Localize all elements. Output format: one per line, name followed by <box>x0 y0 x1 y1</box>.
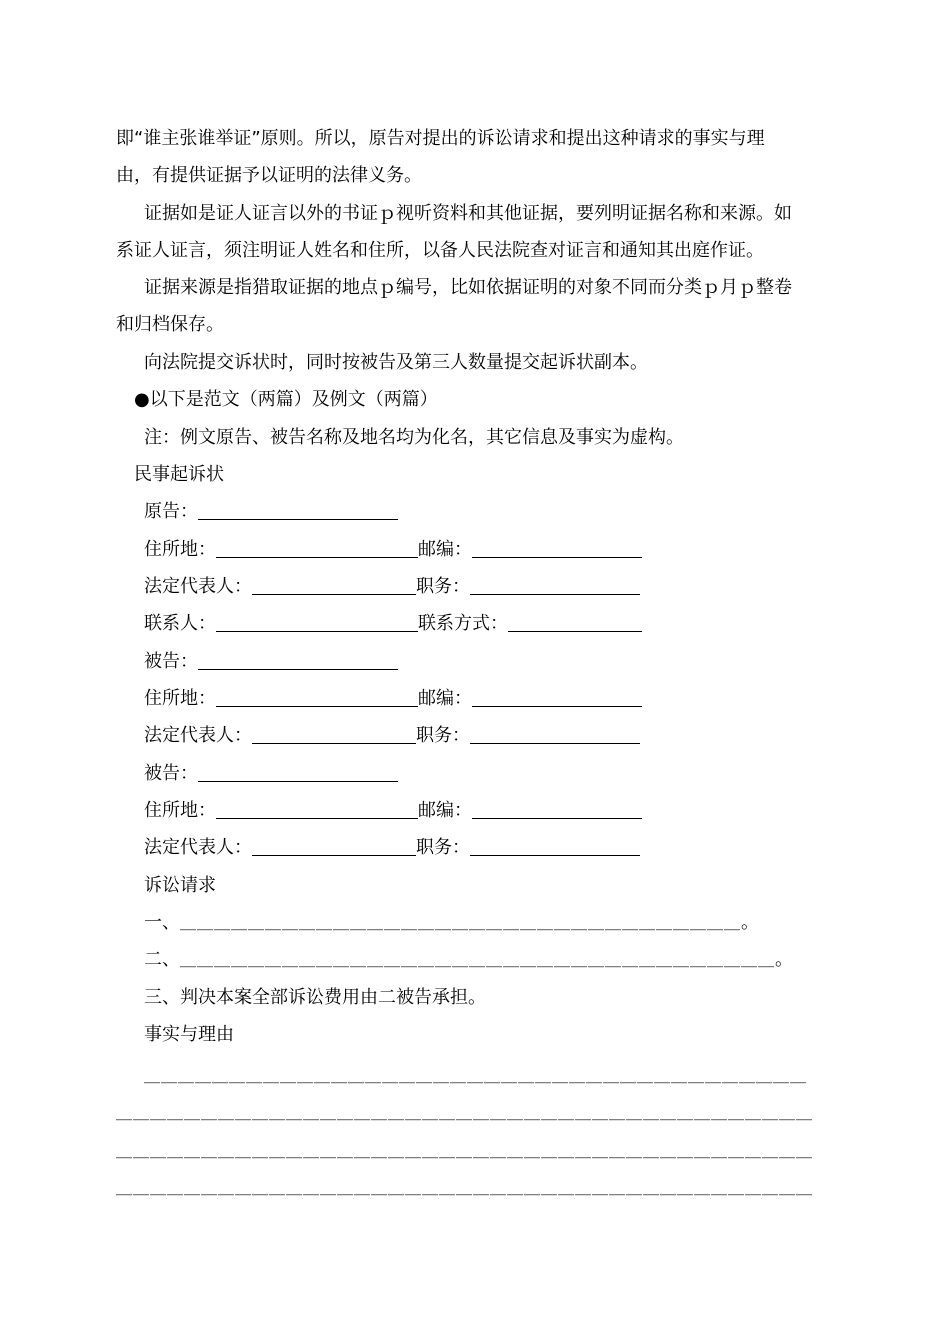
defendant-1-position-field[interactable] <box>470 725 640 744</box>
paragraph-2-line-2: 系证人证言，须注明证人姓名和住所，以备人民法院查对证言和通知其出庭作证。 <box>116 240 764 261</box>
address-label: 住所地： <box>144 688 216 709</box>
contact-label: 联系人： <box>144 613 216 634</box>
defendant-1-postcode-field[interactable] <box>472 688 642 707</box>
claims-heading: 诉讼请求 <box>144 875 216 896</box>
claim-2 <box>144 948 793 972</box>
defendant-2-address-row <box>144 799 642 823</box>
defendant-2-row <box>144 762 398 786</box>
defendant-2-position-field[interactable] <box>470 837 640 856</box>
claim-1 <box>144 911 759 935</box>
plaintiff-label: 原告： <box>144 501 198 522</box>
plaintiff-contact-method-field[interactable] <box>508 613 642 632</box>
defendant-1-address-field[interactable] <box>216 688 418 707</box>
address-label: 住所地： <box>144 800 216 821</box>
facts-line-4[interactable]: ＿＿＿＿＿＿＿＿＿＿＿＿＿＿＿＿＿＿＿＿＿＿＿＿＿＿＿＿＿＿＿＿＿＿＿＿＿＿＿＿＿ <box>116 1178 814 1197</box>
plaintiff-postcode-field[interactable] <box>472 539 642 558</box>
defendant-label: 被告： <box>144 651 198 672</box>
defendant-1-field[interactable] <box>198 651 398 670</box>
defendant-2-rep-row <box>144 836 640 860</box>
facts-heading: 事实与理由 <box>144 1024 234 1045</box>
defendant-1-row <box>144 650 398 674</box>
claim-1-end: 。 <box>741 912 760 933</box>
legal-rep-label: 法定代表人： <box>144 725 252 746</box>
bullet-line: ●以下是范文（两篇）及例文（两篇） <box>134 389 438 410</box>
legal-rep-label: 法定代表人： <box>144 576 252 597</box>
defendant-2-legal-rep-field[interactable] <box>252 837 416 856</box>
defendant-label: 被告： <box>144 763 198 784</box>
address-label: 住所地： <box>144 539 216 560</box>
plaintiff-row <box>144 500 398 524</box>
facts-line-2[interactable]: ＿＿＿＿＿＿＿＿＿＿＿＿＿＿＿＿＿＿＿＿＿＿＿＿＿＿＿＿＿＿＿＿＿＿＿＿＿＿＿＿＿ <box>116 1103 814 1122</box>
claim-1-blank[interactable]: ＿＿＿＿＿＿＿＿＿＿＿＿＿＿＿＿＿＿＿＿＿＿＿＿＿＿＿＿＿＿＿＿＿ <box>180 913 742 932</box>
paragraph-3-line-2: 和归档保存。 <box>116 314 224 335</box>
plaintiff-address-row <box>144 538 642 562</box>
defendant-2-address-field[interactable] <box>216 800 418 819</box>
defendant-1-legal-rep-field[interactable] <box>252 725 416 744</box>
claim-2-blank[interactable]: ＿＿＿＿＿＿＿＿＿＿＿＿＿＿＿＿＿＿＿＿＿＿＿＿＿＿＿＿＿＿＿＿＿＿＿ <box>180 950 776 969</box>
plaintiff-rep-row <box>144 575 640 599</box>
plaintiff-legal-rep-field[interactable] <box>252 576 416 595</box>
defendant-1-address-row <box>144 687 642 711</box>
facts-line-1[interactable]: ＿＿＿＿＿＿＿＿＿＿＿＿＿＿＿＿＿＿＿＿＿＿＿＿＿＿＿＿＿＿＿＿＿＿＿＿＿＿＿ <box>144 1066 808 1085</box>
claim-2-end: 。 <box>775 949 794 970</box>
plaintiff-address-field[interactable] <box>216 539 418 558</box>
contact-method-label: 联系方式： <box>418 613 508 634</box>
claim-1-prefix: 一、 <box>144 912 180 933</box>
plaintiff-contact-row <box>144 612 642 636</box>
position-label: 职务： <box>416 576 470 597</box>
claim-2-prefix: 二、 <box>144 949 180 970</box>
defendant-1-rep-row <box>144 724 640 748</box>
note-line: 注：例文原告、被告名称及地名均为化名，其它信息及事实为虚构。 <box>144 427 684 448</box>
position-label: 职务： <box>416 837 470 858</box>
paragraph-2-line-1: 证据如是证人证言以外的书证ｐ视听资料和其他证据，要列明证据名称和来源。如 <box>144 203 792 224</box>
postcode-label: 邮编： <box>418 539 472 560</box>
claim-3: 三、判决本案全部诉讼费用由二被告承担。 <box>144 987 486 1008</box>
form-title: 民事起诉状 <box>134 464 224 485</box>
postcode-label: 邮编： <box>418 800 472 821</box>
legal-rep-label: 法定代表人： <box>144 837 252 858</box>
plaintiff-position-field[interactable] <box>470 576 640 595</box>
plaintiff-contact-field[interactable] <box>216 613 418 632</box>
defendant-2-postcode-field[interactable] <box>472 800 642 819</box>
paragraph-3-line-1: 证据来源是指猎取证据的地点ｐ编号，比如依据证明的对象不同而分类ｐ月ｐ整卷 <box>144 277 792 298</box>
defendant-2-field[interactable] <box>198 763 398 782</box>
position-label: 职务： <box>416 725 470 746</box>
plaintiff-field[interactable] <box>198 501 398 520</box>
postcode-label: 邮编： <box>418 688 472 709</box>
paragraph-1-line-2: 由，有提供证据予以证明的法律义务。 <box>116 165 422 186</box>
paragraph-4: 向法院提交诉状时，同时按被告及第三人数量提交起诉状副本。 <box>144 352 648 373</box>
paragraph-1-line-1: 即“谁主张谁举证”原则。所以，原告对提出的诉讼请求和提出这种请求的事实与理 <box>116 128 765 149</box>
facts-line-3[interactable]: ＿＿＿＿＿＿＿＿＿＿＿＿＿＿＿＿＿＿＿＿＿＿＿＿＿＿＿＿＿＿＿＿＿＿＿＿＿＿＿＿＿ <box>116 1141 814 1160</box>
